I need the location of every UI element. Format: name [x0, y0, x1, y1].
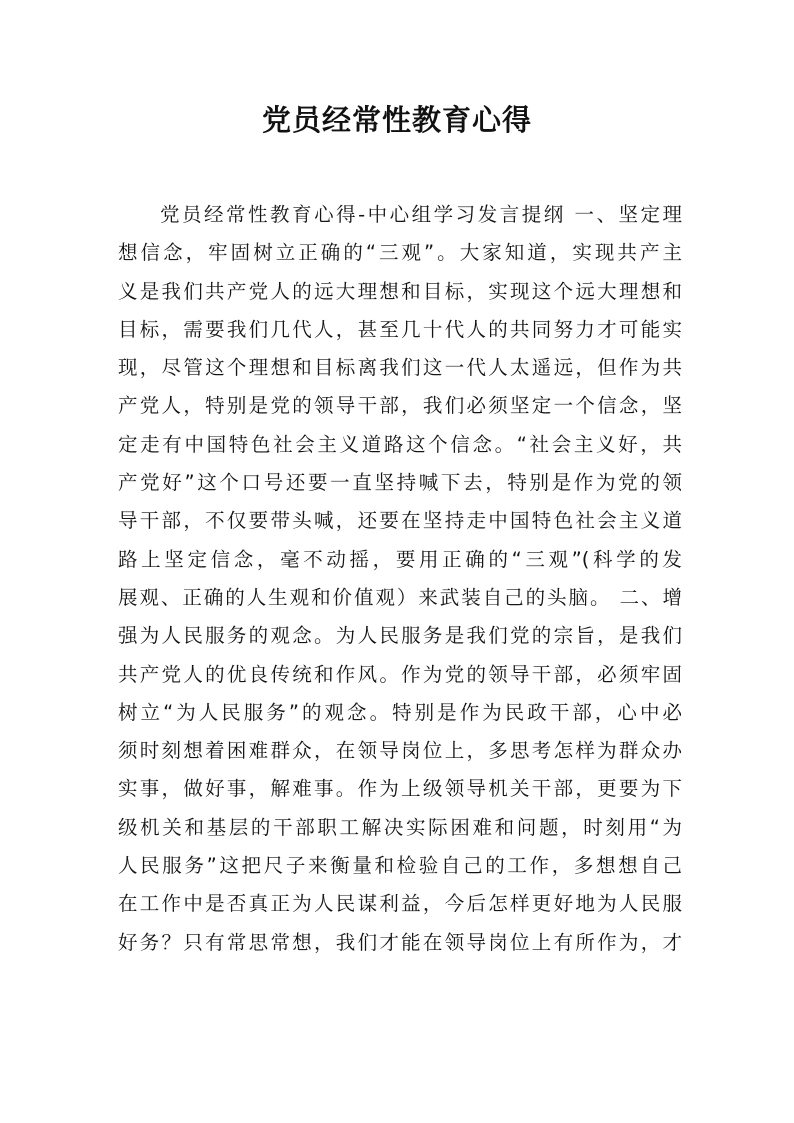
body-line: 定走有中国特色社会主义道路这个信念。“社会主义好，共 — [118, 432, 682, 456]
body-line: 树立“为人民服务”的观念。特别是作为民政干部，心中必 — [118, 700, 682, 724]
body-line: 好务？只有常思常想，我们才能在领导岗位上有所作为，才 — [118, 930, 682, 954]
body-line: 共产党人的优良传统和作风。作为党的领导干部，必须牢固 — [118, 662, 682, 686]
body-line: 强为人民服务的观念。为人民服务是我们党的宗旨，是我们 — [118, 624, 682, 648]
body-line: 在工作中是否真正为人民谋利益，今后怎样更好地为人民服 — [118, 892, 682, 916]
body-line: 想信念，牢固树立正确的“三观”。大家知道，实现共产主 — [118, 241, 682, 265]
body-line: 须时刻想着困难群众，在领导岗位上，多思考怎样为群众办 — [118, 739, 682, 763]
body-line: 义是我们共产党人的远大理想和目标，实现这个远大理想和 — [118, 279, 682, 303]
body-line: 党员经常性教育心得-中心组学习发言提纲 一、坚定理 — [160, 203, 682, 226]
body-line: 路上坚定信念，毫不动摇，要用正确的“三观”(科学的发 — [118, 547, 682, 571]
body-line: 级机关和基层的干部职工解决实际困难和问题，时刻用“为 — [118, 815, 682, 839]
document-body — [118, 196, 682, 962]
body-line: 展观、正确的人生观和价值观）来武装自己的头脑。 二、增 — [118, 585, 682, 609]
document-title: 党员经常性教育心得 — [261, 103, 532, 137]
body-line: 现，尽管这个理想和目标离我们这一代人太遥远，但作为共 — [118, 356, 682, 380]
body-line: 导干部，不仅要带头喊，还要在坚持走中国特色社会主义道 — [118, 509, 682, 533]
body-line: 目标，需要我们几代人，甚至几十代人的共同努力才可能实 — [118, 317, 682, 341]
body-line: 人民服务”这把尺子来衡量和检验自己的工作，多想想自己 — [118, 854, 682, 878]
body-line: 产党好”这个口号还要一直坚持喊下去，特别是作为党的领 — [118, 471, 682, 495]
body-line: 产党人，特别是党的领导干部，我们必须坚定一个信念，坚 — [118, 394, 682, 418]
body-line: 实事，做好事，解难事。作为上级领导机关干部，更要为下 — [118, 777, 682, 801]
